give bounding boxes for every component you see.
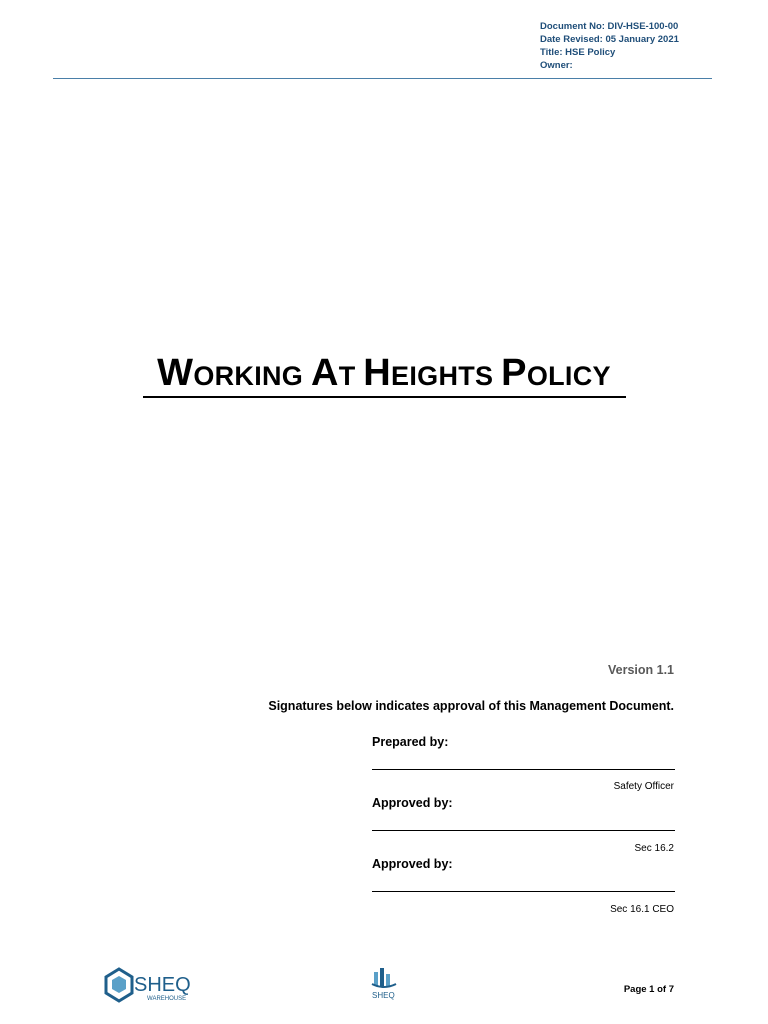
document-title-meta: Title: HSE Policy [540,47,616,58]
version-label: Version 1.1 [607,663,674,677]
title-word-2: T [338,361,356,391]
document-number: Document No: DIV-HSE-100-00 [540,21,679,32]
sheq-emblem-logo [370,966,398,1000]
prepared-by-signature-line[interactable] [372,769,675,770]
title-cap-p: P [501,352,527,394]
title-word-3: EIGHTS [391,361,494,391]
prepared-by-role: Safety Officer [613,781,674,792]
approved-by-signature-line-1[interactable] [372,830,675,831]
approved-by-signature-line-2[interactable] [372,891,675,892]
title-word-4: OLICY [526,361,611,391]
title-cap-w: W [157,352,194,394]
page-number: Page 1 of 7 [623,984,674,995]
header-divider [53,78,712,79]
date-revised: Date Revised: 05 January 2021 [540,34,679,45]
document-header [540,20,679,72]
prepared-by-label: Prepared by: [372,735,449,749]
approved-by-role-1: Sec 16.2 [634,843,674,854]
title-underline [143,396,626,398]
title-word-1: ORKING [193,361,304,391]
document-owner: Owner: [540,60,573,71]
title-cap-a: A [310,352,339,394]
approved-by-role-2: Sec 16.1 CEO [610,904,674,915]
approved-by-label-1: Approved by: [372,796,453,810]
page-title [0,352,768,395]
left-logo-subtext: WAREHOUSE [147,996,187,1002]
left-logo-text: SHEQ [134,974,191,996]
title-cap-h: H [363,352,392,394]
sheq-warehouse-logo [103,967,191,1007]
mid-logo-text: SHEQ [372,991,395,1000]
approved-by-label-2: Approved by: [372,857,453,871]
signature-note: Signatures below indicates approval of this Management Document. [268,699,674,713]
